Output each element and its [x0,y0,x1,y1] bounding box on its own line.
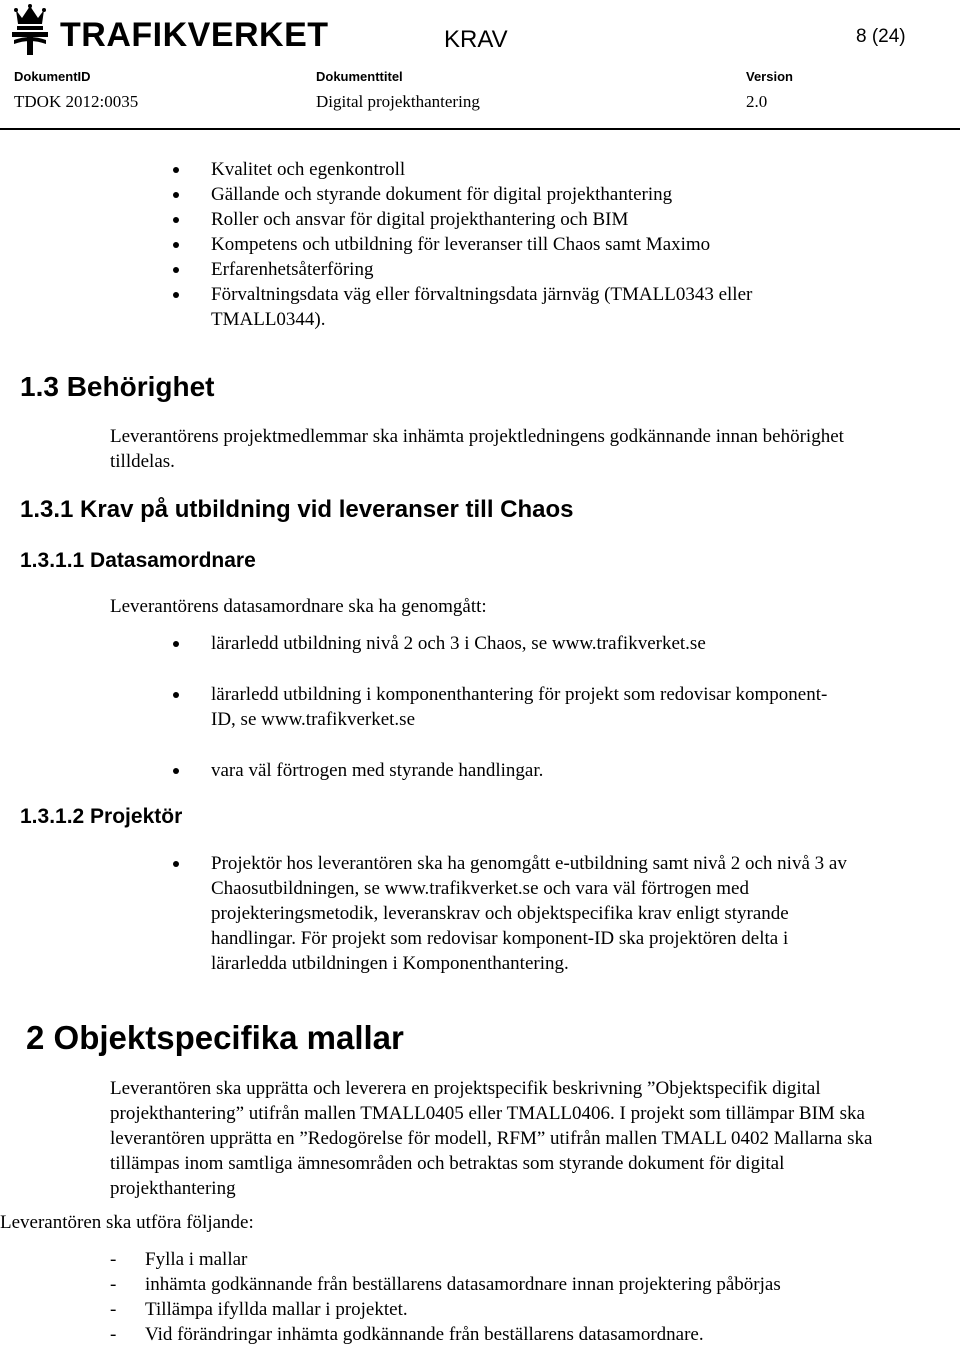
crown-logo-icon [8,4,52,58]
section-heading-1-3-1-1: 1.3.1.1 Datasamordnare [20,549,256,572]
list-item: Kvalitet och egenkontroll [211,157,871,182]
meta-value-version: 2.0 [746,92,768,111]
list-item: lärarledd utbildning i komponenthantering för projekt som redovisar komponent-ID, se www.trafikverket.se [211,682,851,732]
list-item: - Vid förändringar inhämta godkännande från beställarens datasamordnare. [145,1322,925,1347]
list-item: Roller och ansvar för digital projekthantering och BIM [211,207,871,232]
document-type: KRAV [444,26,508,53]
meta-value-id: TDOK 2012:0035 [14,92,139,111]
header-divider [0,128,960,130]
list-item: - Tillämpa ifyllda mallar i projektet. [145,1297,925,1322]
meta-label-title: Dokumenttitel [316,69,403,84]
list-item: Projektör hos leverantören ska ha genomgått e-utbildning samt nivå 2 och nivå 3 av Chaosutbildningen, se www.trafikverket.se och vara väl förtrogen med projekteringsmetodik, leveranskrav och objektspecifika krav enligt styrande handlingar. För projekt som redovisar komponent-ID ska projektören delta i lärarledda utbildningen i Komponenthantering. [211,851,861,976]
projektor-bullet-list [211,851,861,976]
section-heading-1-3-1: 1.3.1 Krav på utbildning vid leveranser till Chaos [20,496,574,523]
list-item: - Fylla i mallar [145,1247,925,1272]
datasamordnare-bullet-list [211,631,851,783]
brand-wordmark: TRAFIKVERKET [60,16,329,54]
section-heading-2: 2 Objektspecifika mallar [26,1019,404,1056]
task-dash-list [145,1247,925,1347]
list-item: vara väl förtrogen med styrande handlingar. [211,758,851,783]
section-heading-1-3: 1.3 Behörighet [20,371,215,402]
intro-bullet-list [211,157,871,332]
list-item: Förvaltningsdata väg eller förvaltningsdata järnväg (TMALL0343 eller TMALL0344). [211,282,871,332]
section-heading-1-3-1-2: 1.3.1.2 Projektör [20,805,183,828]
list-item: Erfarenhetsåterföring [211,257,871,282]
lead-text: Leverantören ska utföra följande: [0,1212,254,1233]
meta-label-version: Version [746,69,793,84]
list-item: lärarledd utbildning nivå 2 och 3 i Chaos, se www.trafikverket.se [211,631,851,656]
section-paragraph: Leverantörens projektmedlemmar ska inhämta projektledningens godkännande innan behörighet tilldelas. [110,426,844,472]
page-number: 8 (24) [856,26,906,47]
list-item: Gällande och styrande dokument för digital projekthantering [211,182,871,207]
section-paragraph: Leverantören ska upprätta och leverera en projektspecifik beskrivning ”Objektspecifik digital projekthantering” utifrån mallen TMALL0405 eller TMALL0406. I projekt som tillämpar BIM ska leverantören upprätta en ”Redogörelse för modell, RFM” utifrån mallen TMALL 0402 Mallarna ska tillämpas inom samtliga ämnesområden och betraktas som styrande dokument för digital projekthantering [110,1078,873,1199]
list-item: - inhämta godkännande från beställarens datasamordnare innan projektering påbörjas [145,1272,925,1297]
list-item: Kompetens och utbildning för leveranser till Chaos samt Maximo [211,232,871,257]
section-paragraph: Leverantörens datasamordnare ska ha genomgått: [110,596,487,617]
meta-value-title: Digital projekthantering [316,92,480,111]
meta-label-id: DokumentID [14,69,91,84]
